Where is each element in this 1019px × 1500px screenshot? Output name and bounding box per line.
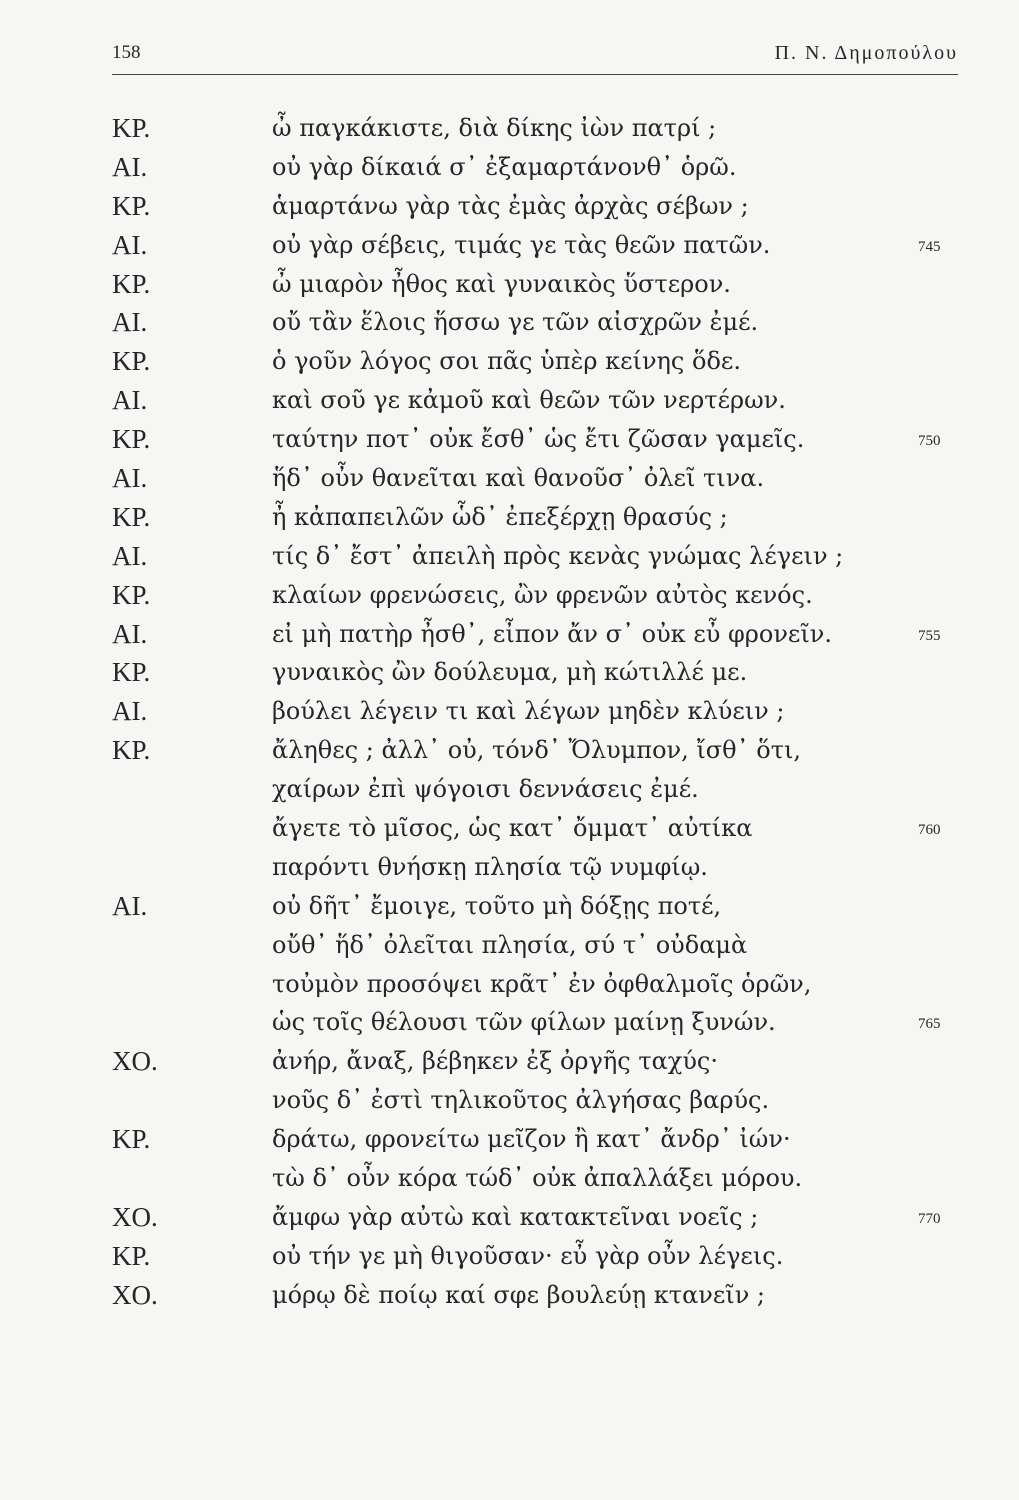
speaker-label: ΑΙ. <box>112 618 148 649</box>
verse-text-line: ἁμαρτάνω γὰρ τὰς ἐμὰς ἀρχὰς σέβων ; <box>272 191 749 220</box>
verse-text-line: οὐ γὰρ δίκαιά σ᾽ ἐξαμαρτάνονθ᾽ ὁρῶ. <box>272 152 737 181</box>
verse-text-line: χαίρων ἐπὶ ψόγοισι δεννάσεις ἐμέ. <box>272 775 699 804</box>
verse-line <box>0 929 1019 968</box>
header-rule <box>112 74 958 75</box>
speaker-label: ΑΙ. <box>112 696 148 727</box>
verse-line <box>0 462 1019 501</box>
speaker-label: ΚΡ. <box>112 346 151 377</box>
verse-line <box>0 345 1019 384</box>
verse-text-line: γυναικὸς ὢν δούλευμα, μὴ κώτιλλέ με. <box>272 658 748 687</box>
verse-line <box>0 695 1019 734</box>
verse-text-line: οὔθ᾽ ἥδ᾽ ὀλεῖται πλησία, σύ τ᾽ οὐδαμὰ <box>272 930 748 959</box>
verse-text-line: ἄγετε τὸ μῖσος, ὡς κατ᾽ ὄμματ᾽ αὐτίκα <box>272 814 753 843</box>
speaker-label: ΑΙ. <box>112 385 148 416</box>
speaker-label: ΚΡ. <box>112 1240 151 1271</box>
verse-line <box>0 306 1019 345</box>
verse-line <box>0 268 1019 307</box>
speaker-label: ΑΙ. <box>112 463 148 494</box>
verse-text-line: ταύτην ποτ᾽ οὐκ ἔσθ᾽ ὡς ἔτι ζῶσαν γαμεῖς. <box>272 425 805 454</box>
verse-line <box>0 656 1019 695</box>
verse-text-line: οὐ δῆτ᾽ ἔμοιγε, τοῦτο μὴ δόξῃς ποτέ, <box>272 891 722 920</box>
verse-line <box>0 890 1019 929</box>
verse-text-line: ἦ κἀπαπειλῶν ὧδ᾽ ἐπεξέρχῃ θρασύς ; <box>272 502 728 531</box>
verse-line <box>0 1006 1019 1045</box>
verse-text-line: ἥδ᾽ οὖν θανεῖται καὶ θανοῦσ᾽ ὀλεῖ τινα. <box>272 464 765 493</box>
verse-line <box>0 618 1019 657</box>
verse-line <box>0 812 1019 851</box>
speaker-label: ΚΡ. <box>112 735 151 766</box>
verse-text-line: νοῦς δ᾽ ἐστὶ τηλικοῦτος ἀλγήσας βαρύς. <box>272 1086 770 1115</box>
verse-line <box>0 1162 1019 1201</box>
speaker-label: ΑΙ. <box>112 229 148 260</box>
verse-line <box>0 1240 1019 1279</box>
verse-text-line: τίς δ᾽ ἔστ᾽ ἀπειλὴ πρὸς κενὰς γνώμας λέγειν ; <box>272 541 844 570</box>
verse-line <box>0 501 1019 540</box>
verse-line <box>0 1123 1019 1162</box>
speaker-label: ΚΡ. <box>112 113 151 143</box>
verse-text-line: παρόντι θνήσκῃ πλησία τῷ νυμφίῳ. <box>272 852 708 881</box>
speaker-label: ΚΡ. <box>112 1124 151 1155</box>
verse-line <box>0 190 1019 229</box>
verse-text-line: ἄμφω γὰρ αὐτὼ καὶ κατακτεῖναι νοεῖς ; <box>272 1202 759 1231</box>
verse-line <box>0 1201 1019 1240</box>
line-number: 745 <box>918 238 941 255</box>
line-number: 770 <box>918 1210 941 1227</box>
verse-text-line: οὔ τἂν ἕλοις ἥσσω γε τῶν αἰσχρῶν ἐμέ. <box>272 308 759 337</box>
verse-line <box>0 423 1019 462</box>
verse-line <box>0 540 1019 579</box>
verse-text-line: βούλει λέγειν τι καὶ λέγων μηδὲν κλύειν ; <box>272 697 785 726</box>
verse-line <box>0 229 1019 268</box>
verse-text <box>0 112 1019 1318</box>
verse-text-line: ὁ γοῦν λόγος σοι πᾶς ὑπὲρ κείνης ὅδε. <box>272 347 741 376</box>
verse-text-line: ἀνήρ, ἄναξ, βέβηκεν ἐξ ὀργῆς ταχύς· <box>272 1047 719 1076</box>
verse-line <box>0 1045 1019 1084</box>
verse-text-line: οὐ γὰρ σέβεις, τιμάς γε τὰς θεῶν πατῶν. <box>272 230 771 259</box>
page-header <box>112 42 958 72</box>
verse-text-line: ὦ παγκάκιστε, διὰ δίκης ἰὼν πατρί ; <box>272 114 717 142</box>
speaker-label: ΧΟ. <box>112 1046 158 1077</box>
verse-line <box>0 851 1019 890</box>
speaker-label: ΚΡ. <box>112 190 151 221</box>
line-number: 760 <box>918 822 941 839</box>
line-number: 750 <box>918 433 941 450</box>
speaker-label: ΚΡ. <box>112 268 151 299</box>
verse-text-line: κλαίων φρενώσεις, ὢν φρενῶν αὐτὸς κενός. <box>272 580 813 609</box>
verse-text-line: καὶ σοῦ γε κἀμοῦ καὶ θεῶν τῶν νερτέρων. <box>272 386 786 415</box>
verse-line <box>0 384 1019 423</box>
verse-line <box>0 734 1019 773</box>
verse-line <box>0 1279 1019 1318</box>
verse-line <box>0 1084 1019 1123</box>
speaker-label: ΑΙ. <box>112 307 148 338</box>
verse-text-line: εἰ μὴ πατὴρ ἦσθ᾽, εἶπον ἄν σ᾽ οὐκ εὖ φρονεῖν. <box>272 619 832 648</box>
line-number: 765 <box>918 1016 941 1033</box>
page-number: 158 <box>112 42 141 63</box>
verse-line <box>0 112 1019 151</box>
speaker-label: ΧΟ. <box>112 1201 158 1232</box>
verse-line <box>0 579 1019 618</box>
verse-text-line: τὼ δ᾽ οὖν κόρα τώδ᾽ οὐκ ἀπαλλάξει μόρου. <box>272 1164 803 1193</box>
verse-text-line: ὡς τοῖς θέλουσι τῶν φίλων μαίνῃ ξυνών. <box>272 1008 776 1037</box>
running-head: Π. Ν. Δημοπούλου <box>774 42 958 64</box>
verse-line <box>0 151 1019 190</box>
verse-text-line: τοὐμὸν προσόψει κρᾶτ᾽ ἐν ὀφθαλμοῖς ὁρῶν, <box>272 969 812 998</box>
verse-text-line: δράτω, φρονείτω μεῖζον ἢ κατ᾽ ἄνδρ᾽ ἰών· <box>272 1125 791 1154</box>
speaker-label: ΚΡ. <box>112 501 151 532</box>
speaker-label: ΑΙ. <box>112 540 148 571</box>
verse-text-line: οὐ τήν γε μὴ θιγοῦσαν· εὖ γὰρ οὖν λέγεις. <box>272 1241 784 1270</box>
speaker-label: ΚΡ. <box>112 579 151 610</box>
speaker-label: ΑΙ. <box>112 890 148 921</box>
verse-text-line: ἄληθες ; ἀλλ᾽ οὐ, τόνδ᾽ Ὄλυμπον, ἴσθ᾽ ὅτι, <box>272 736 802 765</box>
line-number: 755 <box>918 627 941 644</box>
verse-text-line: ὦ μιαρὸν ἦθος καὶ γυναικὸς ὕστερον. <box>272 269 731 298</box>
speaker-label: ΧΟ. <box>112 1279 158 1310</box>
speaker-label: ΚΡ. <box>112 424 151 455</box>
speaker-label: ΑΙ. <box>112 151 148 182</box>
speaker-label: ΚΡ. <box>112 657 151 688</box>
verse-line <box>0 968 1019 1007</box>
verse-text-line: μόρῳ δὲ ποίῳ καί σφε βουλεύῃ κτανεῖν ; <box>272 1280 766 1309</box>
verse-line <box>0 773 1019 812</box>
